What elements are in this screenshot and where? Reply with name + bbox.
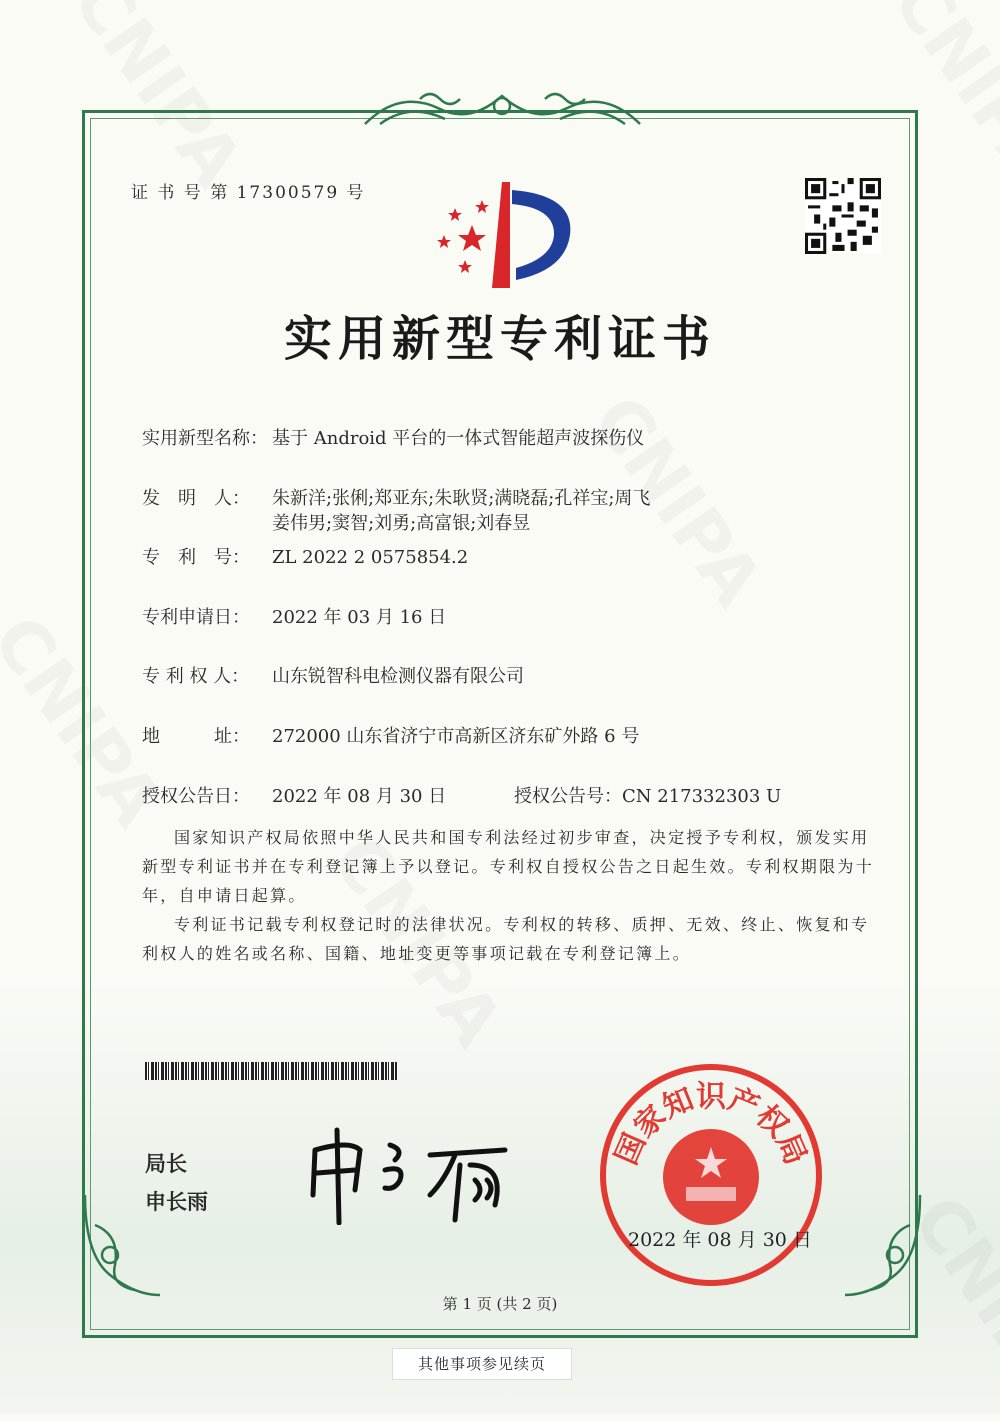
patent-number-value: ZL 2022 2 0575854.2 bbox=[272, 547, 469, 568]
director-title: 局长 bbox=[145, 1152, 187, 1176]
grant-number-value: CN 217332303 U bbox=[622, 786, 782, 807]
address-row bbox=[142, 722, 639, 748]
continued-note: 其他事项参见续页 bbox=[392, 1348, 572, 1380]
patentee-label: 专 利 权 人： bbox=[142, 666, 250, 687]
certificate-number: 证 书 号 第 17300579 号 bbox=[131, 183, 366, 203]
inventor-line-2: 姜伟男;窦智;刘勇;高富银;刘春昱 bbox=[272, 513, 531, 534]
patent-number-row bbox=[142, 543, 468, 569]
grant-date-row bbox=[142, 782, 446, 808]
certificate-title: 实用新型专利证书 bbox=[283, 311, 716, 367]
seal-text: 国家知识产权局 bbox=[608, 1079, 814, 1171]
grant-date-label: 授权公告日： bbox=[142, 786, 250, 807]
filing-date-label: 专利申请日： bbox=[142, 607, 250, 628]
grant-date-value: 2022 年 08 月 30 日 bbox=[272, 786, 447, 807]
director-signature bbox=[305, 1125, 520, 1225]
address-value: 272000 山东省济宁市高新区济东矿外路 6 号 bbox=[272, 726, 640, 747]
seal-date: 2022 年 08 月 30 日 bbox=[628, 1229, 812, 1251]
corner-ornament bbox=[845, 1195, 925, 1305]
name-value: 基于 Android 平台的一体式智能超声波探伤仪 bbox=[272, 428, 645, 449]
patentee-row bbox=[142, 662, 524, 688]
page-number: 第 1 页 (共 2 页) bbox=[442, 1295, 558, 1313]
inventor-line-1: 朱新洋;张俐;郑亚东;朱耿贤;满晓磊;孔祥宝;周飞 bbox=[272, 488, 651, 509]
address-label: 地 址： bbox=[142, 726, 250, 747]
utility-model-name-row bbox=[142, 424, 644, 450]
qr-code bbox=[805, 178, 881, 254]
inventor-row bbox=[142, 484, 650, 510]
filing-date-row bbox=[142, 603, 446, 629]
certificate-statement bbox=[142, 823, 887, 968]
barcode bbox=[145, 1062, 398, 1080]
grant-number-label: 授权公告号： bbox=[514, 786, 622, 807]
official-seal bbox=[598, 1062, 824, 1288]
statement-paragraph: 专利证书记载专利权登记时的法律状况。专利权的转移、质押、无效、终止、恢复和专利权人的姓名或名称、国籍、地址变更等事项记载在专利登记簿上。 bbox=[142, 915, 870, 963]
inventor-label: 发 明 人： bbox=[142, 488, 250, 509]
filing-date-value: 2022 年 03 月 16 日 bbox=[272, 607, 447, 628]
patent-number-label: 专 利 号： bbox=[142, 547, 250, 568]
cnipa-logo bbox=[430, 180, 580, 290]
top-ornament bbox=[360, 84, 645, 134]
patentee-value: 山东锐智科电检测仪器有限公司 bbox=[272, 666, 524, 687]
statement-paragraph: 国家知识产权局依照中华人民共和国专利法经过初步审查，决定授予专利权，颁发实用新型专利证书并在专利登记簿上予以登记。专利权自授权公告之日起生效。专利权期限为十年，自申请日起算。 bbox=[142, 828, 875, 905]
grant-number-row bbox=[514, 782, 781, 808]
name-label: 实用新型名称： bbox=[142, 428, 268, 449]
director-name: 申长雨 bbox=[145, 1190, 208, 1214]
